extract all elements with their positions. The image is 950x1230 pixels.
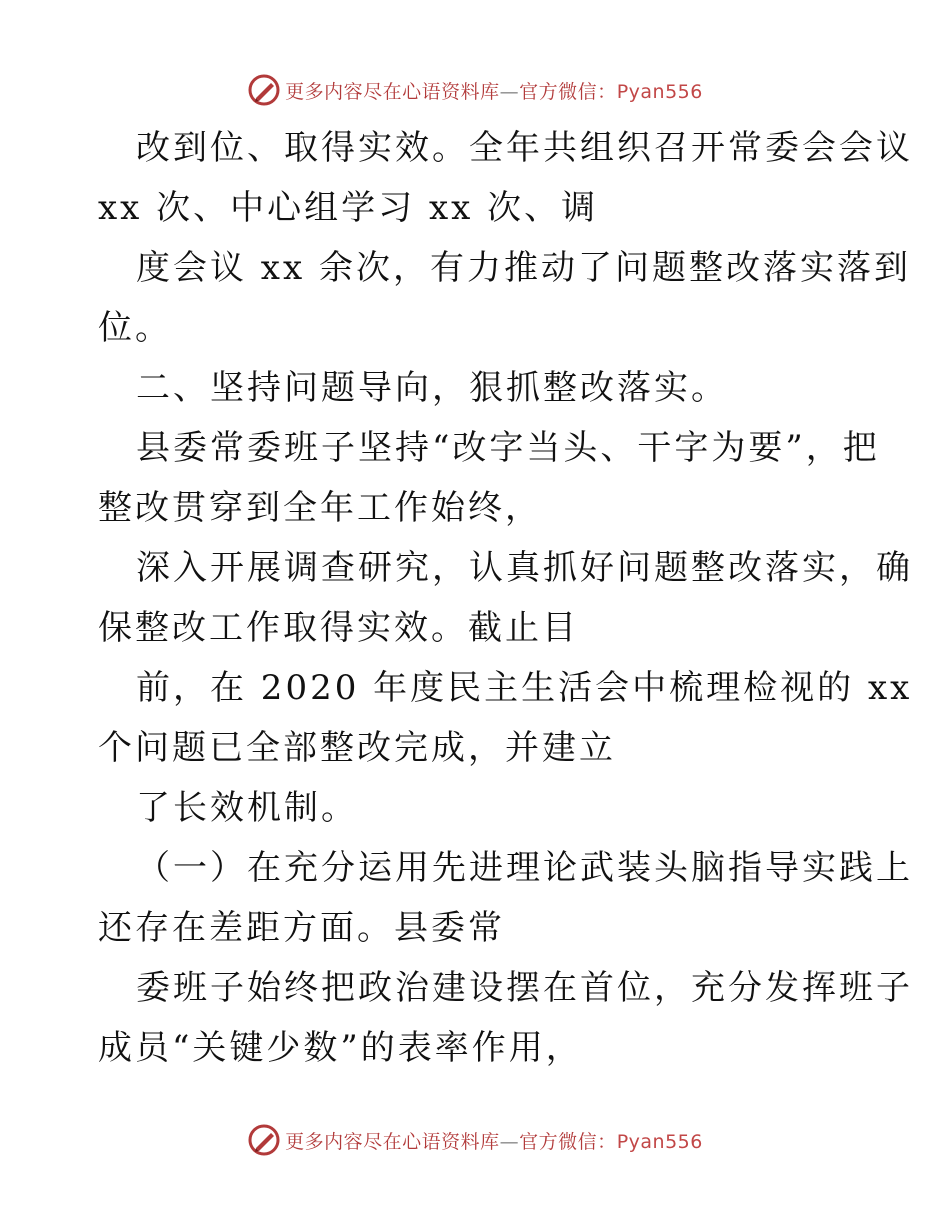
watermark-separator: — — [499, 80, 520, 103]
text-line: 保整改工作取得实效。截止目 — [98, 608, 579, 648]
text-line: （一）在充分运用先进理论武装头脑指导实践上 — [136, 848, 913, 888]
watermark-banner-top — [0, 70, 950, 110]
pen-logo-icon — [247, 1123, 281, 1157]
text-line: xx 次、中心组学习 xx 次、调 — [98, 188, 599, 228]
text-line: 还存在差距方面。县委常 — [98, 908, 505, 948]
text-line: 委班子始终把政治建设摆在首位，充分发挥班子 — [136, 968, 913, 1008]
watermark-handle: Pyan556 — [616, 1130, 703, 1153]
text-line: 整改贯穿到全年工作始终， — [98, 488, 542, 528]
text-line: 个问题已全部整改完成，并建立 — [98, 728, 616, 768]
pen-logo-icon — [247, 73, 281, 107]
watermark-handle: Pyan556 — [616, 80, 703, 103]
text-line: 成员“关键少数”的表率作用， — [98, 1028, 583, 1068]
watermark-suffix: 官方微信： — [519, 80, 617, 103]
text-line: 了长效机制。 — [136, 788, 358, 828]
text-line: 度会议 xx 余次，有力推动了问题整改落实落到 — [136, 248, 911, 288]
text-line: 二、坚持问题导向，狠抓整改落实。 — [136, 368, 728, 408]
watermark-slogan: 更多内容尽在心语资料库 — [285, 1130, 500, 1153]
text-line: 改到位、取得实效。全年共组织召开常委会会议 — [136, 128, 913, 168]
text-line: 深入开展调查研究，认真抓好问题整改落实，确 — [136, 548, 913, 588]
watermark-text — [285, 77, 703, 104]
watermark-banner-bottom — [0, 1120, 950, 1160]
text-line: 前，在 2020 年度民主生活会中梳理检视的 xx — [136, 668, 913, 708]
watermark-suffix: 官方微信： — [519, 1130, 617, 1153]
text-line: 位。 — [98, 308, 172, 348]
watermark-separator: — — [499, 1130, 520, 1153]
text-line: 县委常委班子坚持“改字当头、干字为要”，把 — [136, 428, 880, 468]
watermark-slogan: 更多内容尽在心语资料库 — [285, 80, 500, 103]
document-body — [98, 120, 913, 1080]
watermark-text — [285, 1127, 703, 1154]
